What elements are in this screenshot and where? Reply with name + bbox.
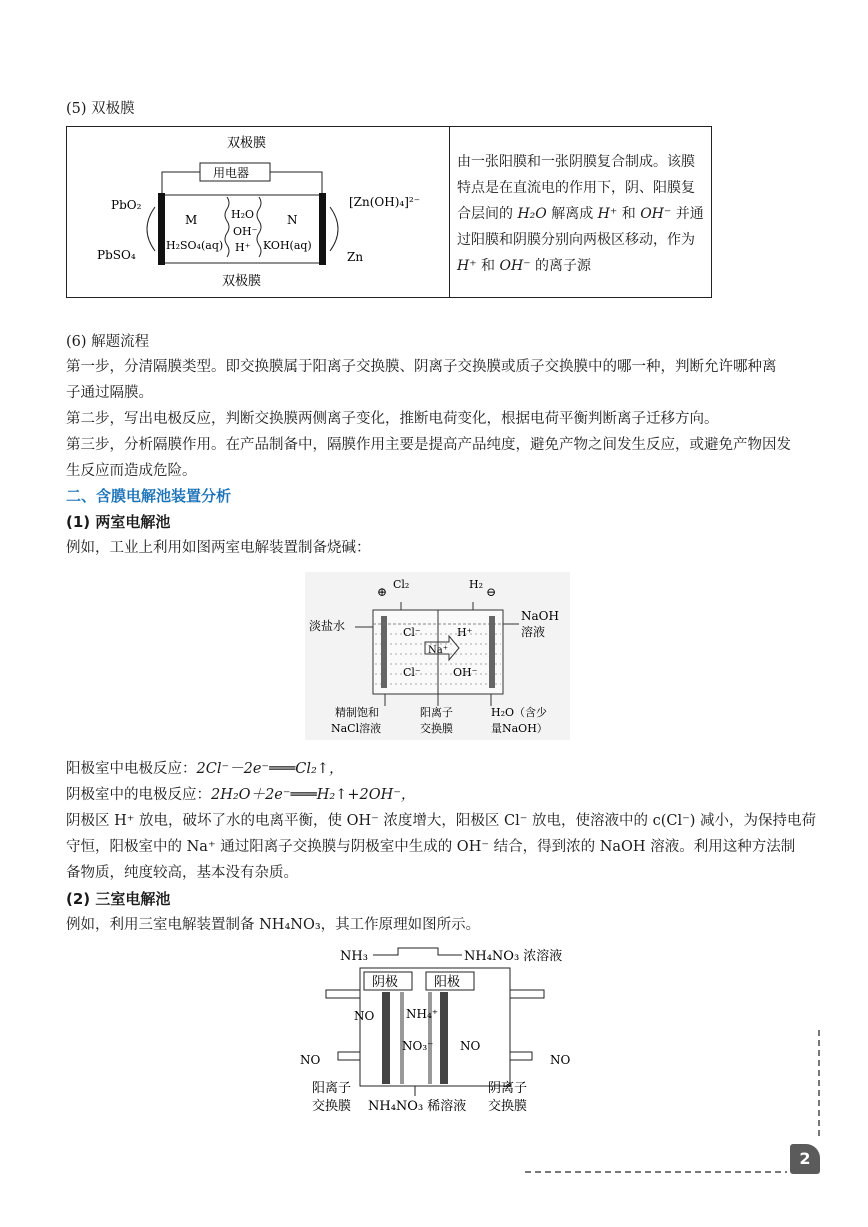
explanation-line1: 阴极区 H⁺ 放电，破坏了水的电离平衡，使 OH⁻ 浓度增大，阳极区 Cl⁻ 放电，使溶液中的 c(Cl⁻) 减小，为保持电荷	[66, 813, 817, 829]
na-label: Na⁺	[428, 645, 448, 656]
anode-label: 阳极	[434, 975, 461, 990]
anode-rod	[381, 616, 387, 688]
naoh-label: NaOH	[521, 609, 559, 623]
bottom-membrane-label: 双极膜	[222, 274, 262, 289]
dilute-brine-label: 淡盐水	[309, 619, 346, 633]
h-top-label: H⁺	[457, 626, 473, 639]
section6-title: (6) 解题流程	[66, 334, 150, 350]
two-chamber-diagram	[305, 572, 570, 740]
wire-left	[162, 172, 200, 195]
diagram-title: 双极膜	[227, 136, 267, 151]
page-corner-dashes	[525, 1030, 825, 1180]
cathode-rod	[489, 616, 495, 688]
h2o-label: H₂O	[231, 208, 255, 221]
zincate-label: [Zn(OH)₄]²⁻	[349, 195, 421, 209]
left-membrane-label-line2: 交换膜	[312, 1099, 352, 1114]
h-label: H⁺	[235, 241, 251, 254]
bipolar-membrane-diagram	[67, 127, 447, 297]
wire-right	[270, 172, 322, 195]
page-number: 2	[790, 1144, 820, 1174]
membrane-wave-left	[225, 197, 229, 257]
naoh-solution-label: 溶液	[521, 625, 546, 639]
cl-bottom-label: Cl⁻	[403, 666, 421, 679]
step2: 第二步，写出电极反应，判断交换膜两侧离子变化，推断电荷变化，根据电荷平衡判断离子迁移方向。	[66, 411, 719, 427]
explanation-line2: 守恒，阳极室中的 Na⁺ 通过阳离子交换膜与阴极室中生成的 OH⁻ 结合，得到浓的 NaOH 溶液。利用这种方法制	[66, 839, 796, 855]
step1-line2: 子通过隔膜。	[66, 385, 153, 401]
no3-label: NO₃⁻	[402, 1039, 434, 1053]
cathode-label: 阴极	[372, 975, 399, 990]
step3-line2: 生反应而造成危险。	[66, 463, 197, 479]
right-membrane-label-line1: 阴离子	[488, 1081, 528, 1096]
anode-reaction: 阳极室中电极反应：2Cl⁻－2e⁻═══Cl₂↑，	[66, 761, 344, 777]
cl-top-label: Cl⁻	[403, 626, 421, 639]
membrane-label-line2: 交换膜	[420, 722, 453, 735]
membrane-wave-right	[257, 197, 261, 257]
three-chamber-intro: 例如，利用三室电解装置制备 NH₄NO₃，其工作原理如图所示。	[66, 917, 481, 933]
koh-label: KOH(aq)	[263, 239, 312, 252]
bipolar-membrane-description: 由一张阳膜和一张阴膜复合制成。该膜特点是在直流电的作用下，阴、阳膜复合层间的 H₂O 解离成 H⁺ 和 OH⁻ 并通过阳膜和阴膜分别向两极区移动，作为 H⁺ 和 OH⁻ 的离子源	[457, 154, 704, 274]
anode-sign: ⊕	[377, 585, 388, 599]
table-divider	[449, 127, 450, 297]
right-electrode	[319, 193, 326, 265]
left-curve-arrow	[147, 207, 155, 251]
n-label: N	[287, 213, 298, 227]
appliance-label: 用电器	[213, 166, 250, 180]
zn-label: Zn	[347, 250, 364, 264]
step1-line1: 第一步，分清隔膜类型。即交换膜属于阳离子交换膜、阴离子交换膜或质子交换膜中的哪一种，判断允许哪种离	[66, 359, 777, 375]
cathode-reaction: 阴极室中的电极反应：2H₂O＋2e⁻═══H₂↑+2OH⁻，	[66, 787, 416, 803]
nh3-label: NH₃	[340, 949, 368, 964]
top-pipe	[373, 948, 462, 955]
bipolar-membrane-table	[66, 126, 712, 298]
feed-right-line2: 量NaOH）	[491, 722, 548, 735]
right-membrane-label-line2: 交换膜	[488, 1099, 528, 1114]
right-electrode	[440, 992, 448, 1084]
explanation-line3: 备物质，纯度较高，基本没有杂质。	[66, 865, 298, 881]
two-chamber-intro: 例如，工业上利用如图两室电解装置制备烧碱：	[66, 540, 371, 556]
no-left-label: NO	[354, 1009, 375, 1023]
no-right-label: NO	[460, 1039, 481, 1053]
right-membrane	[428, 992, 432, 1084]
nh4-label: NH₄⁺	[406, 1007, 439, 1021]
membrane-label-line1: 阳离子	[420, 706, 453, 719]
product-label: NH₄NO₃ 浓溶液	[464, 949, 563, 964]
no-in-left-label: NO	[300, 1053, 321, 1067]
oh-label: OH⁻	[233, 225, 258, 238]
dilute-solution-label: NH₄NO₃ 稀溶液	[368, 1099, 467, 1114]
part2-heading: 二、含膜电解池装置分析	[66, 487, 232, 505]
feed-left-line2: NaCl溶液	[331, 722, 382, 735]
pbo2-label: PbO₂	[111, 198, 142, 212]
left-membrane	[400, 992, 404, 1084]
cathode-sign: ⊖	[486, 585, 497, 599]
m-label: M	[185, 213, 198, 227]
two-chamber-heading: (1) 两室电解池	[66, 513, 171, 531]
h2so4-label: H₂SO₄(aq)	[166, 239, 224, 252]
step3-line1: 第三步，分析隔膜作用。在产品制备中，隔膜作用主要是提高产品纯度，避免产物之间发生反应，或避免产物因发	[66, 437, 791, 453]
h2-label: H₂	[469, 578, 484, 591]
left-membrane-label-line1: 阳离子	[312, 1081, 352, 1096]
cl2-label: Cl₂	[393, 578, 410, 591]
no-in-right-label: NO	[550, 1053, 571, 1067]
three-chamber-heading: (2) 三室电解池	[66, 890, 171, 908]
pbso4-label: PbSO₄	[97, 248, 136, 262]
feed-right-line1: H₂O（含少	[491, 706, 548, 719]
feed-left-line1: 精制饱和	[335, 706, 379, 719]
section5-title: (5) 双极膜	[66, 101, 135, 117]
left-electrode	[158, 193, 165, 265]
oh-bottom-label: OH⁻	[453, 666, 478, 679]
left-electrode	[382, 992, 390, 1084]
right-curve-arrow	[330, 207, 338, 251]
